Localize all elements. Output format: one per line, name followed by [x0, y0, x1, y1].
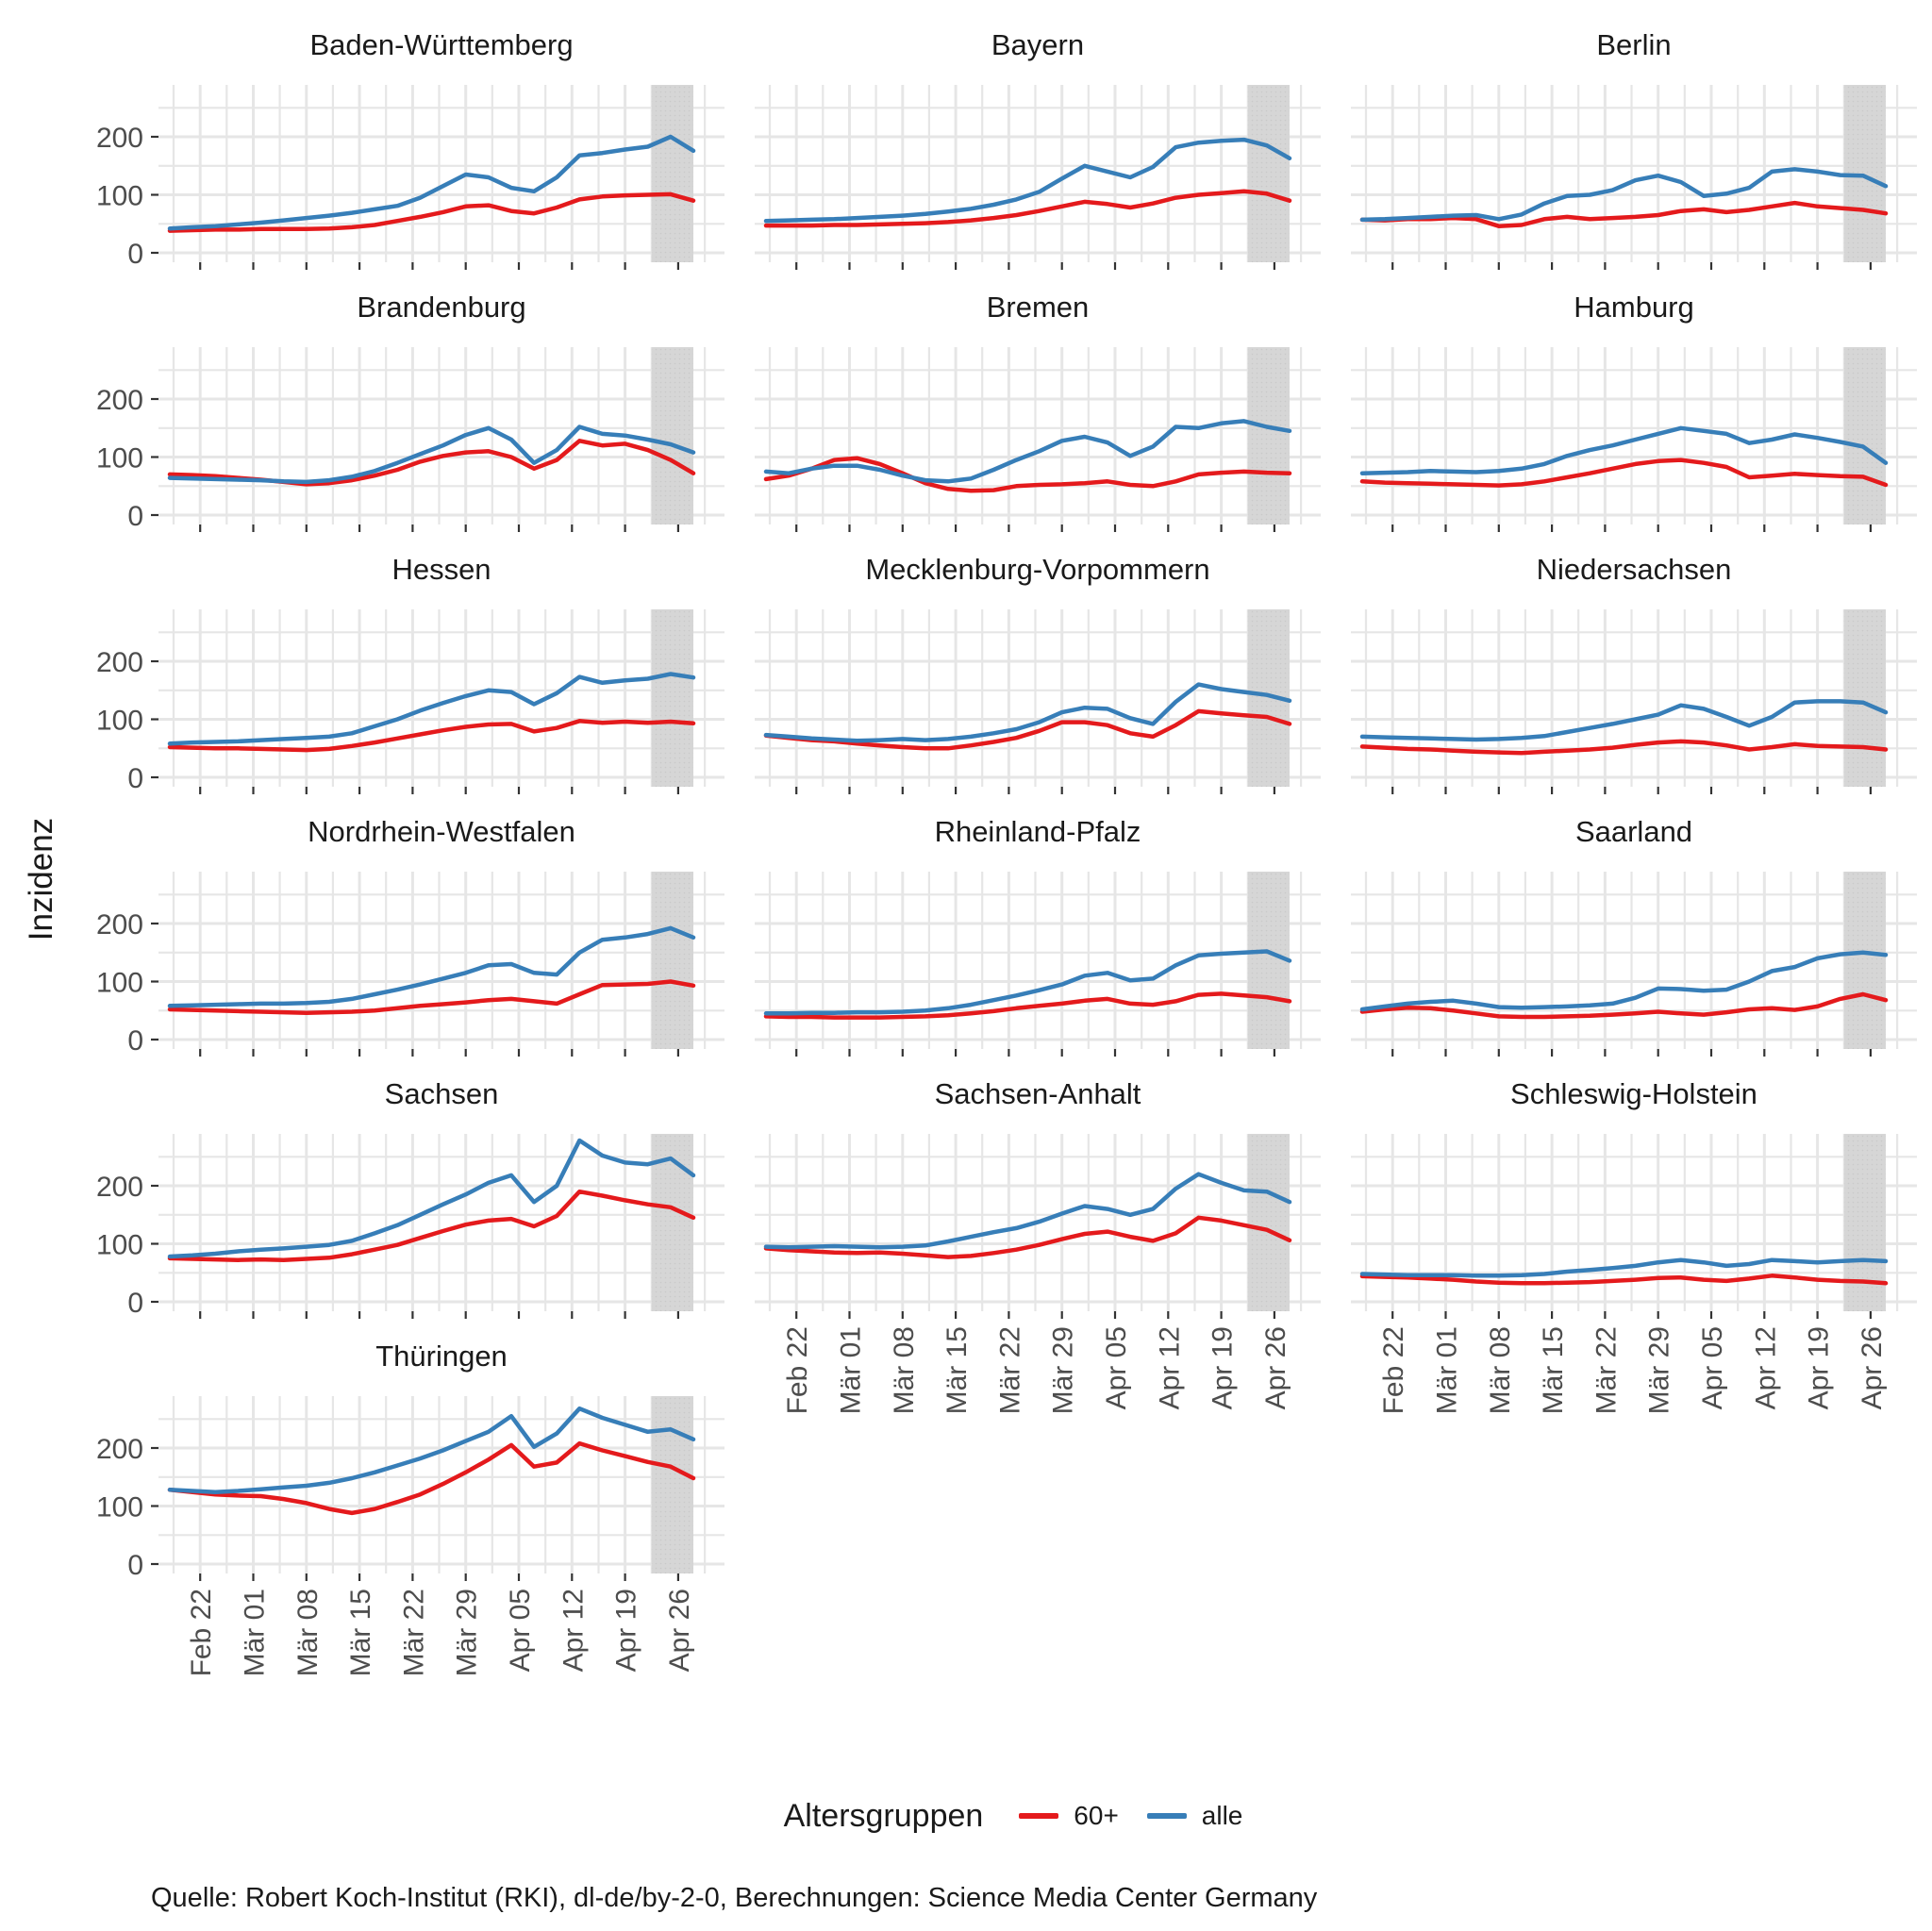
x-tick-label: Mär 22 — [994, 1326, 1026, 1415]
nowcast-band — [652, 872, 693, 1049]
nowcast-band — [652, 85, 693, 262]
x-tick-label: Feb 22 — [186, 1589, 218, 1677]
y-axis-labels — [96, 909, 158, 1057]
series-line-60plus — [1362, 741, 1886, 753]
gridlines — [1351, 609, 1917, 787]
nowcast-band — [1844, 347, 1886, 524]
gridlines — [158, 872, 724, 1049]
series-line-alle — [170, 1408, 693, 1492]
series-line-60plus — [766, 711, 1290, 748]
nowcast-band — [652, 1396, 693, 1573]
x-tick-label: Apr 12 — [558, 1589, 590, 1673]
facet-title: Rheinland-Pfalz — [934, 815, 1141, 848]
x-axis-ticks — [1392, 1311, 1871, 1319]
legend-label-alle: alle — [1201, 1801, 1243, 1830]
x-tick-label: Mär 08 — [888, 1326, 920, 1415]
x-axis-ticks — [796, 1311, 1274, 1319]
facet-title: Brandenburg — [357, 291, 526, 324]
series-line-alle — [170, 427, 693, 482]
y-tick-label: 100 — [95, 967, 143, 999]
x-axis-ticks — [796, 787, 1274, 794]
x-tick-label: Apr 12 — [1750, 1326, 1782, 1410]
x-axis-ticks — [200, 262, 678, 270]
x-axis-ticks — [200, 1311, 678, 1319]
x-axis-ticks — [1392, 262, 1871, 270]
x-tick-label: Apr 26 — [1259, 1326, 1291, 1410]
gridlines — [755, 347, 1321, 524]
gridlines — [755, 872, 1321, 1049]
y-axis-title: Inzidenz — [23, 817, 59, 941]
facet-panel — [1351, 609, 1917, 787]
x-axis-ticks — [200, 1573, 678, 1581]
y-tick-label: 200 — [95, 385, 143, 416]
series-line-60plus — [170, 721, 693, 750]
x-axis-labels — [782, 1326, 1291, 1414]
x-tick-label: Apr 12 — [1154, 1326, 1186, 1410]
x-tick-label: Apr 19 — [610, 1589, 642, 1673]
y-axis-labels — [96, 1434, 158, 1581]
nowcast-band — [1248, 85, 1290, 262]
facet-title: Schleswig-Holstein — [1510, 1077, 1757, 1110]
x-tick-label: Feb 22 — [1378, 1326, 1410, 1415]
x-tick-label: Mär 29 — [1047, 1326, 1079, 1415]
facet-panel — [755, 1134, 1321, 1415]
facet-title: Mecklenburg-Vorpommern — [865, 553, 1210, 586]
x-tick-label: Mär 08 — [291, 1589, 324, 1677]
series-line-60plus — [170, 982, 693, 1013]
nowcast-band — [1248, 347, 1290, 524]
x-tick-label: Mär 01 — [835, 1326, 867, 1415]
x-tick-label: Mär 15 — [345, 1589, 377, 1677]
legend-item-alle — [1147, 1801, 1243, 1831]
y-tick-label: 200 — [95, 123, 143, 154]
x-axis-ticks — [1392, 524, 1871, 532]
gridlines — [755, 85, 1321, 262]
facet-panel — [1351, 1134, 1917, 1415]
facet-bremen — [755, 291, 1321, 524]
y-tick-label: 0 — [127, 763, 143, 794]
facet-panel — [755, 85, 1321, 262]
facet-title: Bremen — [986, 291, 1090, 324]
y-tick-label: 200 — [95, 909, 143, 941]
facet-brandenburg — [95, 291, 724, 532]
y-tick-label: 100 — [95, 1229, 143, 1261]
legend-key-alle-line-icon — [1147, 1813, 1187, 1819]
facet-title: Bayern — [991, 28, 1085, 61]
legend-key-60plus-line-icon — [1019, 1813, 1058, 1819]
gridlines — [1351, 872, 1917, 1049]
facet-panel — [755, 872, 1321, 1049]
source-caption: Quelle: Robert Koch-Institut (RKI), dl-de/by-2-0, Berechnungen: Science Media Center Germany — [151, 1883, 1318, 1913]
facet-title: Niedersachsen — [1536, 553, 1732, 586]
facet-panel — [95, 609, 724, 794]
facet-title: Baden-Württemberg — [309, 28, 574, 61]
facet-berlin — [1351, 28, 1917, 262]
y-axis-labels — [96, 123, 158, 270]
facet-mecklenburg-vorpommern — [755, 553, 1321, 787]
x-tick-label: Mär 29 — [1643, 1326, 1675, 1415]
nowcast-band — [1844, 872, 1886, 1049]
gridlines — [158, 85, 724, 262]
y-tick-label: 100 — [95, 1491, 143, 1523]
series-line-60plus — [1362, 994, 1886, 1017]
x-tick-label: Apr 05 — [505, 1589, 536, 1673]
gridlines — [158, 609, 724, 787]
facet-sachsen-anhalt — [755, 1077, 1321, 1415]
facet-panel — [95, 85, 724, 270]
series-line-60plus — [170, 441, 693, 484]
y-tick-label: 0 — [127, 501, 143, 532]
x-axis-ticks — [796, 1049, 1274, 1057]
y-axis-labels — [96, 1172, 158, 1319]
x-tick-label: Apr 05 — [1697, 1326, 1728, 1410]
facet-panel — [95, 872, 724, 1057]
gridlines — [158, 1134, 724, 1311]
facet-saarland — [1351, 815, 1917, 1049]
facet-panel — [95, 1396, 724, 1677]
facet-title: Nordrhein-Westfalen — [308, 815, 575, 848]
y-tick-label: 200 — [95, 1172, 143, 1203]
x-axis-ticks — [796, 524, 1274, 532]
x-tick-label: Apr 26 — [1856, 1326, 1888, 1410]
facet-hessen — [95, 553, 724, 794]
facet-panel — [755, 609, 1321, 787]
x-axis-ticks — [200, 1049, 678, 1057]
y-tick-label: 0 — [127, 239, 143, 270]
y-tick-label: 0 — [127, 1288, 143, 1319]
x-axis-labels — [186, 1589, 695, 1676]
x-axis-ticks — [1392, 787, 1871, 794]
nowcast-band — [652, 347, 693, 524]
legend — [0, 1792, 1932, 1839]
nowcast-band — [1248, 1134, 1290, 1311]
gridlines — [1351, 347, 1917, 524]
x-tick-label: Apr 26 — [663, 1589, 695, 1673]
x-tick-label: Mär 22 — [1591, 1326, 1623, 1415]
facet-sachsen — [95, 1077, 724, 1319]
gridlines — [1351, 1134, 1917, 1311]
y-tick-label: 100 — [95, 705, 143, 737]
x-axis-ticks — [200, 787, 678, 794]
x-tick-label: Mär 01 — [1431, 1326, 1463, 1415]
x-tick-label: Feb 22 — [782, 1326, 814, 1415]
facet-title: Thüringen — [375, 1340, 508, 1373]
series-line-alle — [170, 928, 693, 1006]
nowcast-band — [652, 609, 693, 787]
gridlines — [158, 347, 724, 524]
facet-baden-w-rttemberg — [95, 28, 724, 270]
x-axis-labels — [1378, 1326, 1888, 1414]
facet-panel — [95, 347, 724, 532]
facet-title: Sachsen-Anhalt — [934, 1077, 1141, 1110]
x-axis-ticks — [200, 524, 678, 532]
y-axis-labels — [96, 647, 158, 794]
x-tick-label: Mär 01 — [239, 1589, 271, 1677]
x-tick-label: Mär 29 — [451, 1589, 483, 1677]
x-tick-label: Apr 19 — [1207, 1326, 1239, 1410]
x-tick-label: Mär 22 — [398, 1589, 430, 1677]
facet-panel — [1351, 347, 1917, 524]
x-tick-label: Mär 15 — [941, 1326, 974, 1415]
x-tick-label: Apr 19 — [1803, 1326, 1835, 1410]
legend-item-60plus — [1019, 1801, 1119, 1831]
facet-title: Saarland — [1574, 815, 1693, 848]
legend-label-60plus: 60+ — [1074, 1801, 1119, 1830]
facet-nordrhein-westfalen — [95, 815, 724, 1057]
series-line-alle — [766, 140, 1290, 221]
gridlines — [755, 609, 1321, 787]
y-axis-labels — [96, 385, 158, 532]
facet-niedersachsen — [1351, 553, 1917, 787]
x-tick-label: Mär 08 — [1484, 1326, 1516, 1415]
facet-panel — [755, 347, 1321, 524]
y-tick-label: 100 — [95, 180, 143, 212]
y-tick-label: 0 — [127, 1550, 143, 1581]
x-axis-ticks — [796, 262, 1274, 270]
x-tick-label: Apr 05 — [1101, 1326, 1132, 1410]
facet-hamburg — [1351, 291, 1917, 524]
facet-panel — [1351, 872, 1917, 1049]
legend-title: Altersgruppen — [783, 1797, 984, 1834]
x-axis-ticks — [1392, 1049, 1871, 1057]
y-tick-label: 200 — [95, 1434, 143, 1465]
facet-title: Sachsen — [384, 1077, 499, 1110]
x-tick-label: Mär 15 — [1538, 1326, 1570, 1415]
nowcast-band — [1844, 609, 1886, 787]
facet-title: Berlin — [1596, 28, 1672, 61]
facet-panel — [95, 1134, 724, 1319]
facet-rheinland-pfalz — [755, 815, 1321, 1049]
y-tick-label: 200 — [95, 647, 143, 678]
facet-th-ringen — [95, 1340, 724, 1677]
facet-bayern — [755, 28, 1321, 262]
facet-title: Hessen — [391, 553, 491, 586]
y-tick-label: 0 — [127, 1025, 143, 1057]
facet-schleswig-holstein — [1351, 1077, 1917, 1415]
y-tick-label: 100 — [95, 442, 143, 474]
facet-title: Hamburg — [1574, 291, 1694, 324]
facet-panel — [1351, 85, 1917, 262]
